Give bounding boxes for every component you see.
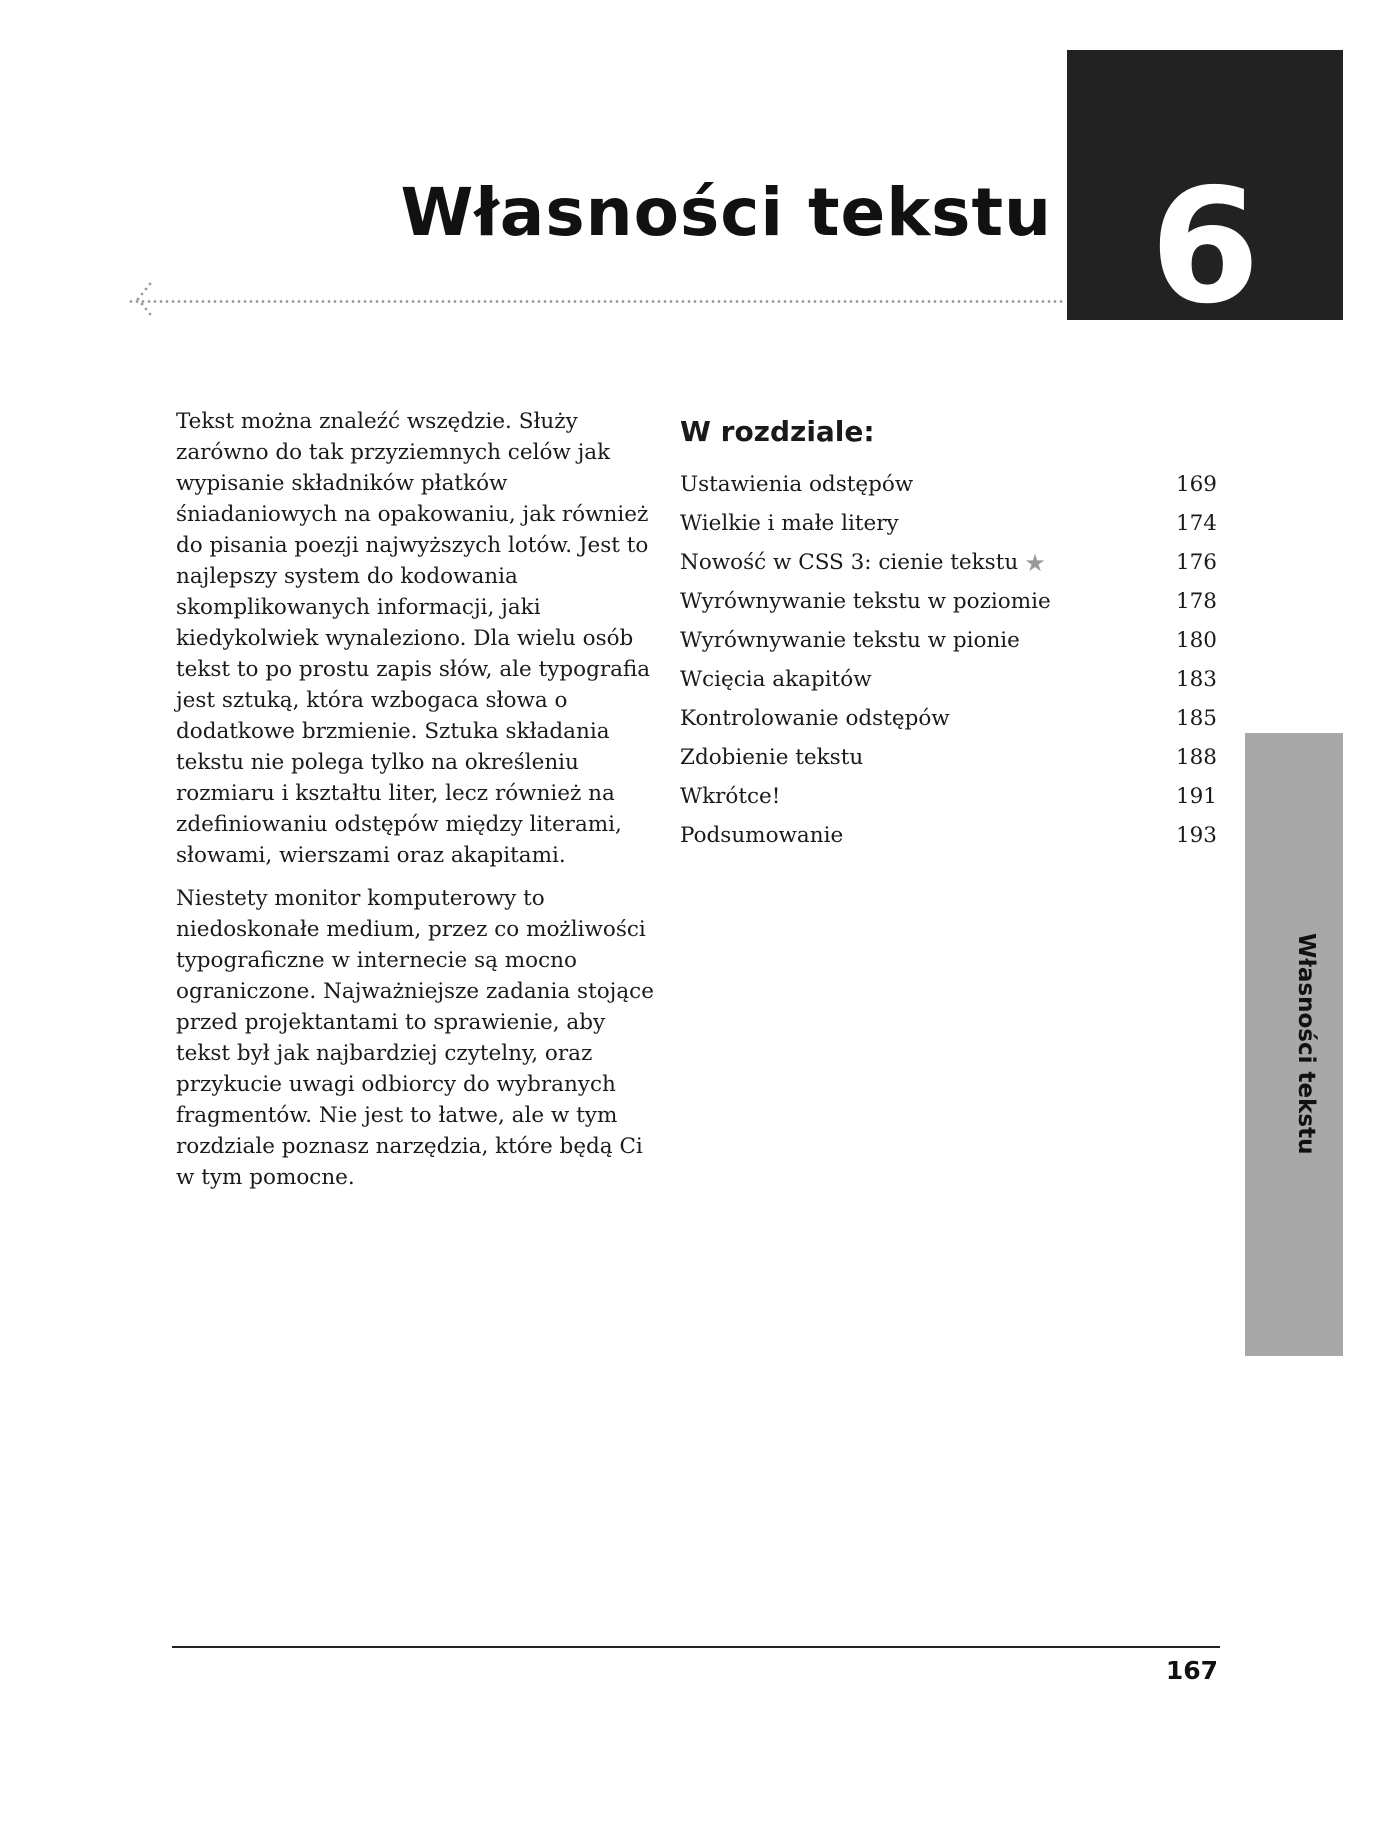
toc-item-label: Wyrównywanie tekstu w poziomie xyxy=(680,589,1051,614)
toc-item-label-wrap xyxy=(680,549,1046,577)
toc-item-label: Nowość w CSS 3: cienie tekstu xyxy=(680,549,1019,575)
toc-item-label: Kontrolowanie odstępów xyxy=(680,706,950,731)
toc-item-page: 180 xyxy=(1175,628,1217,653)
toc-item-label: Wkrótce! xyxy=(680,784,781,809)
toc-item-page: 183 xyxy=(1175,667,1217,692)
toc-item xyxy=(680,660,1217,699)
toc-item-page: 191 xyxy=(1175,784,1217,809)
toc-item xyxy=(680,621,1217,660)
side-tab-label: Własności tekstu xyxy=(1293,933,1319,1155)
star-icon: ★ xyxy=(1024,548,1046,577)
toc-item-page: 193 xyxy=(1175,823,1217,848)
toc-item xyxy=(680,582,1217,621)
toc-item-label: Zdobienie tekstu xyxy=(680,745,864,770)
toc-item xyxy=(680,504,1217,543)
toc-item-label: Wielkie i małe litery xyxy=(680,511,899,536)
toc-item-page: 176 xyxy=(1175,550,1217,575)
toc-item-page: 169 xyxy=(1175,472,1217,497)
chapter-intro xyxy=(176,406,656,1205)
chapter-title: Własności tekstu xyxy=(400,174,1052,251)
toc-item-label: Wyrównywanie tekstu w pionie xyxy=(680,628,1020,653)
toc-list xyxy=(680,465,1217,855)
toc-item xyxy=(680,816,1217,855)
intro-paragraph: Tekst można znaleźć wszędzie. Służy zarówno do tak przyziemnych celów jak wypisanie składników płatków śniadaniowych na opakowaniu, jak również do pisania poezji najwyższych lotów. Jest to najlepszy system do kodowania skomplikowanych informacji, jaki kiedykolwiek wynaleziono. Dla wielu osób tekst to po prostu zapis słów, ale typografia jest sztuką, która wzbogaca słowa o dodatkowe brzmienie. Sztuka składania tekstu nie polega tylko na określeniu rozmiaru i kształtu liter, lecz również na zdefiniowaniu odstępów między literami, słowami, wierszami oraz akapitami. xyxy=(176,409,651,868)
chapter-number: 6 xyxy=(1150,155,1260,339)
toc-item-label: Podsumowanie xyxy=(680,823,844,848)
toc-item-page: 178 xyxy=(1175,589,1217,614)
chapter-number-box xyxy=(1067,50,1343,339)
toc-item xyxy=(680,738,1217,777)
toc-item xyxy=(680,465,1217,504)
toc-item-label: Ustawienia odstępów xyxy=(680,472,914,497)
toc-item-page: 174 xyxy=(1175,511,1217,536)
footer-rule xyxy=(172,1646,1220,1648)
page-number: 167 xyxy=(1165,1656,1218,1685)
toc-item xyxy=(680,543,1217,582)
intro-paragraph: Niestety monitor komputerowy to niedoskonałe medium, przez co możliwości typograficzne w internecie są mocno ograniczone. Najważniejsze zadania stojące przed projektantami to sprawienie, aby tekst był jak najbardziej czytelny, oraz przykucie uwagi odbiorcy do wybranych fragmentów. Nie jest to łatwe, ale w tym rozdziale poznasz narzędzia, które będą Ci w tym pomocne. xyxy=(176,886,654,1190)
toc-item xyxy=(680,777,1217,816)
toc-item-page: 188 xyxy=(1175,745,1217,770)
toc-item-page: 185 xyxy=(1175,706,1217,731)
toc-heading: W rozdziale: xyxy=(680,415,875,448)
dotted-rule xyxy=(128,298,1065,305)
toc-item-label: Wcięcia akapitów xyxy=(680,667,872,692)
toc-item xyxy=(680,699,1217,738)
